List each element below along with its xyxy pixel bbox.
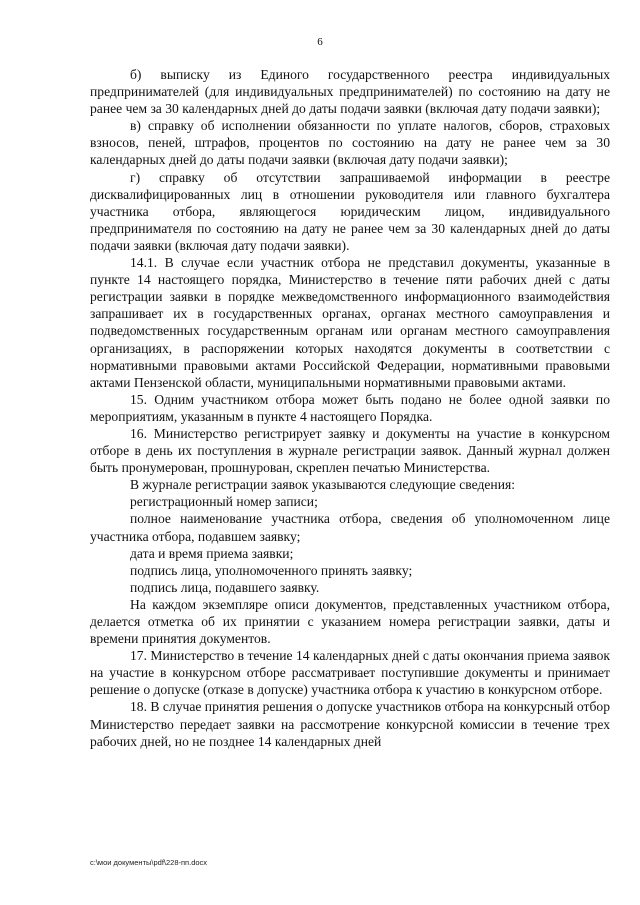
journal-item-receiver-signature: подпись лица, уполномоченного принять заявку; bbox=[130, 562, 413, 578]
paragraph-17: 17. Министерство в течение 14 календарных дней с даты окончания приема заявок на участие в конкурсном отборе рассматривает поступившие документы и принимает решение о допуске (отказе в допуске) участника отбора к участию в конкурсном отборе. bbox=[90, 648, 610, 698]
footer-file-path: c:\мои документы\pdf\228-пп.docx bbox=[90, 858, 208, 867]
journal-item-registration-number: регистрационный номер записи; bbox=[130, 494, 318, 510]
paragraph-journal-intro: В журнале регистрации заявок указываются следующие сведения: bbox=[130, 477, 515, 493]
paragraph-16: 16. Министерство регистрирует заявку и документы на участие в конкурсном отборе в день их поступления в журнале регистрации заявок. Данный журнал должен быть пронумерован, прошнурован, скреплен печатью Министерства. bbox=[90, 425, 610, 476]
paragraph-inventory-mark: На каждом экземпляре описи документов, представленных участником отбора, делается отметка об их принятии с указанием номера регистрации заявки, даты и времени принятия документов. bbox=[90, 596, 610, 647]
journal-item-date-time: дата и время приема заявки; bbox=[130, 545, 294, 561]
paragraph-15: 15. Одним участником отбора может быть подано не более одной заявки по мероприятиям, указанным в пункте 4 настоящего Порядка. bbox=[90, 391, 610, 424]
document-body bbox=[90, 66, 610, 750]
paragraph-b-egrip-extract: б) выписку из Единого государственного реестра индивидуальных предпринимателей (для индивидуальных предпринимателей) по состоянию на дату не ранее чем за 30 календарных дней до даты подачи заявки (включая дату подачи заявки); bbox=[90, 67, 610, 117]
page-number: 6 bbox=[317, 36, 323, 48]
journal-item-participant-name: полное наименование участника отбора, сведения об уполномоченном лице участника отбора, подавшем заявку; bbox=[90, 511, 610, 544]
journal-item-applicant-signature: подпись лица, подавшего заявку. bbox=[130, 579, 320, 595]
paragraph-14-1: 14.1. В случае если участник отбора не представил документы, указанные в пункте 14 настоящего порядка, Министерство в течение пяти рабочих дней с даты регистрации заявки в порядке межведомственного информационного взаимодействия запрашивает их в государственных органах, органах местного самоуправления и подведомственных государственным органам или органам местного самоуправления организациях, в распоряжении которых находятся документы в соответствии с нормативными правовыми актами Российской Федерации, нормативными правовыми актами Пензенской области, муниципальными нормативными правовыми актами. bbox=[90, 255, 610, 390]
paragraph-g-disqualification-certificate: г) справку об отсутствии запрашиваемой информации в реестре дисквалифицированных лиц в отношении руководителя или главного бухгалтера участника отбора, являющегося юридическим лицом, индивидуального предпринимателя по состоянию на дату не ранее чем за 30 календарных дней до даты подачи заявки (включая дату подачи заявки). bbox=[90, 169, 610, 253]
paragraph-18: 18. В случае принятия решения о допуске участников отбора на конкурсный отбор Министерство передает заявки на рассмотрение конкурсной комиссии в течение трех рабочих дней, но не позднее 14 календарных дней bbox=[90, 699, 610, 749]
paragraph-v-tax-certificate: в) справку об исполнении обязанности по уплате налогов, сборов, страховых взносов, пеней, штрафов, процентов по состоянию на дату не ранее чем за 30 календарных дней до даты подачи заявки (включая дату подачи заявки); bbox=[90, 118, 610, 168]
